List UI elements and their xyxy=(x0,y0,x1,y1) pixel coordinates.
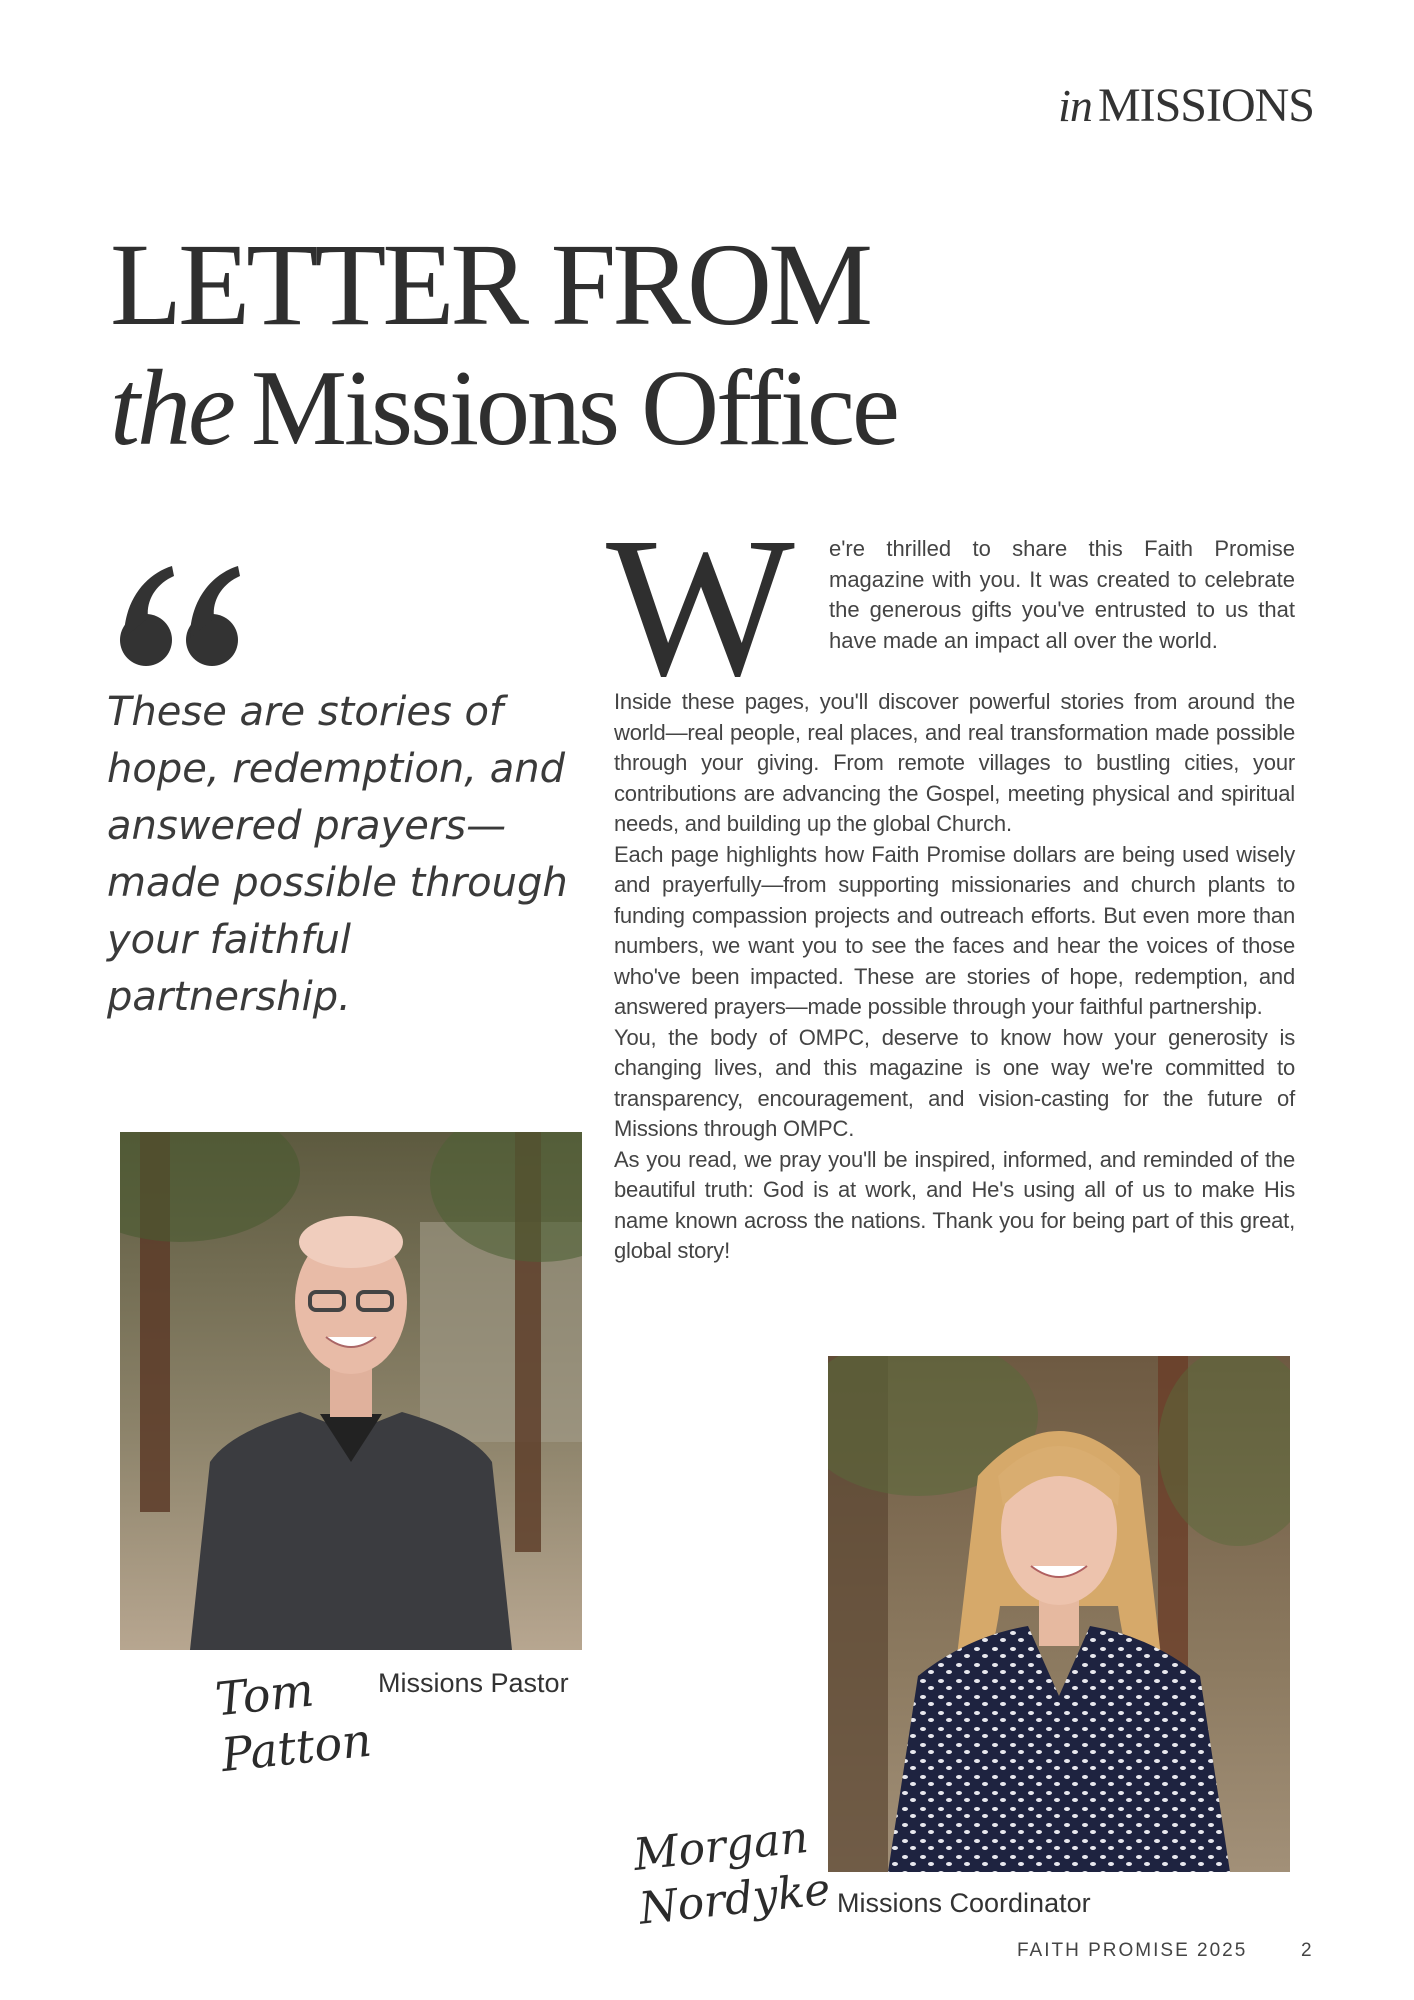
title-line-2 xyxy=(110,344,897,474)
section-tag-label: MISSIONS xyxy=(1097,79,1314,132)
drop-cap: W xyxy=(606,497,787,718)
signature-tom-patton: Tom Patton xyxy=(212,1662,375,1783)
role-missions-coordinator: Missions Coordinator xyxy=(837,1888,1091,1918)
title-line-1: LETTER FROM xyxy=(110,219,870,350)
page-title xyxy=(110,219,897,474)
letter-paragraph: Inside these pages, you'll discover powerful stories from around the world—real people, real places, and real transformation made possible through your giving. From remote villages to bustling cities, your contributions are advancing the Gospel, meeting physical and spiritual needs, and building up the global Church. xyxy=(614,689,1295,836)
signature-morgan-nordyke: Morgan Nordyke xyxy=(631,1811,833,1935)
section-tag xyxy=(1058,78,1314,133)
section-tag-italic: in xyxy=(1058,80,1092,131)
photo-missions-pastor xyxy=(120,1132,582,1650)
page-number: 2 xyxy=(1301,1940,1312,1961)
letter-intro: e're thrilled to share this Faith Promise magazine with you. It was created to celebrate the generous gifts you've entrusted to us that have made an impact all over the world. xyxy=(829,536,1295,653)
photo-missions-coordinator xyxy=(828,1356,1290,1872)
role-missions-pastor: Missions Pastor xyxy=(378,1668,569,1698)
letter-paragraph: As you read, we pray you'll be inspired, informed, and reminded of the beautiful truth: God is at work, and He's using all of us to make His name known across the nations. Thank you for being part of this great, global story! xyxy=(614,1146,1295,1263)
pull-quote: These are stories of hope, redemption, and answered prayers—made possible through your faithful partnership. xyxy=(107,689,568,1020)
quote-mark-icon xyxy=(116,560,246,670)
letter-paragraph: Each page highlights how Faith Promise dollars are being used wisely and prayerfully—from supporting missionaries and church plants to funding compassion projects and outreach efforts. But even more than numbers, we want you to see the faces and hear the voices of those who've been impacted. These are stories of hope, redemption, and answered prayers—made possible through your faithful partnership. xyxy=(614,841,1295,1019)
letter-body xyxy=(614,687,1295,1267)
title-line-2-text: Missions Office xyxy=(250,349,897,468)
letter-paragraph: You, the body of OMPC, deserve to know how your generosity is changing lives, and this magazine is one way we're committed to transparency, encouragement, and vision-casting for the future of Missions through OMPC. xyxy=(614,1024,1295,1141)
title-line-2-italic: the xyxy=(110,349,233,468)
footer-publication: FAITH PROMISE 2025 xyxy=(1017,1940,1248,1961)
